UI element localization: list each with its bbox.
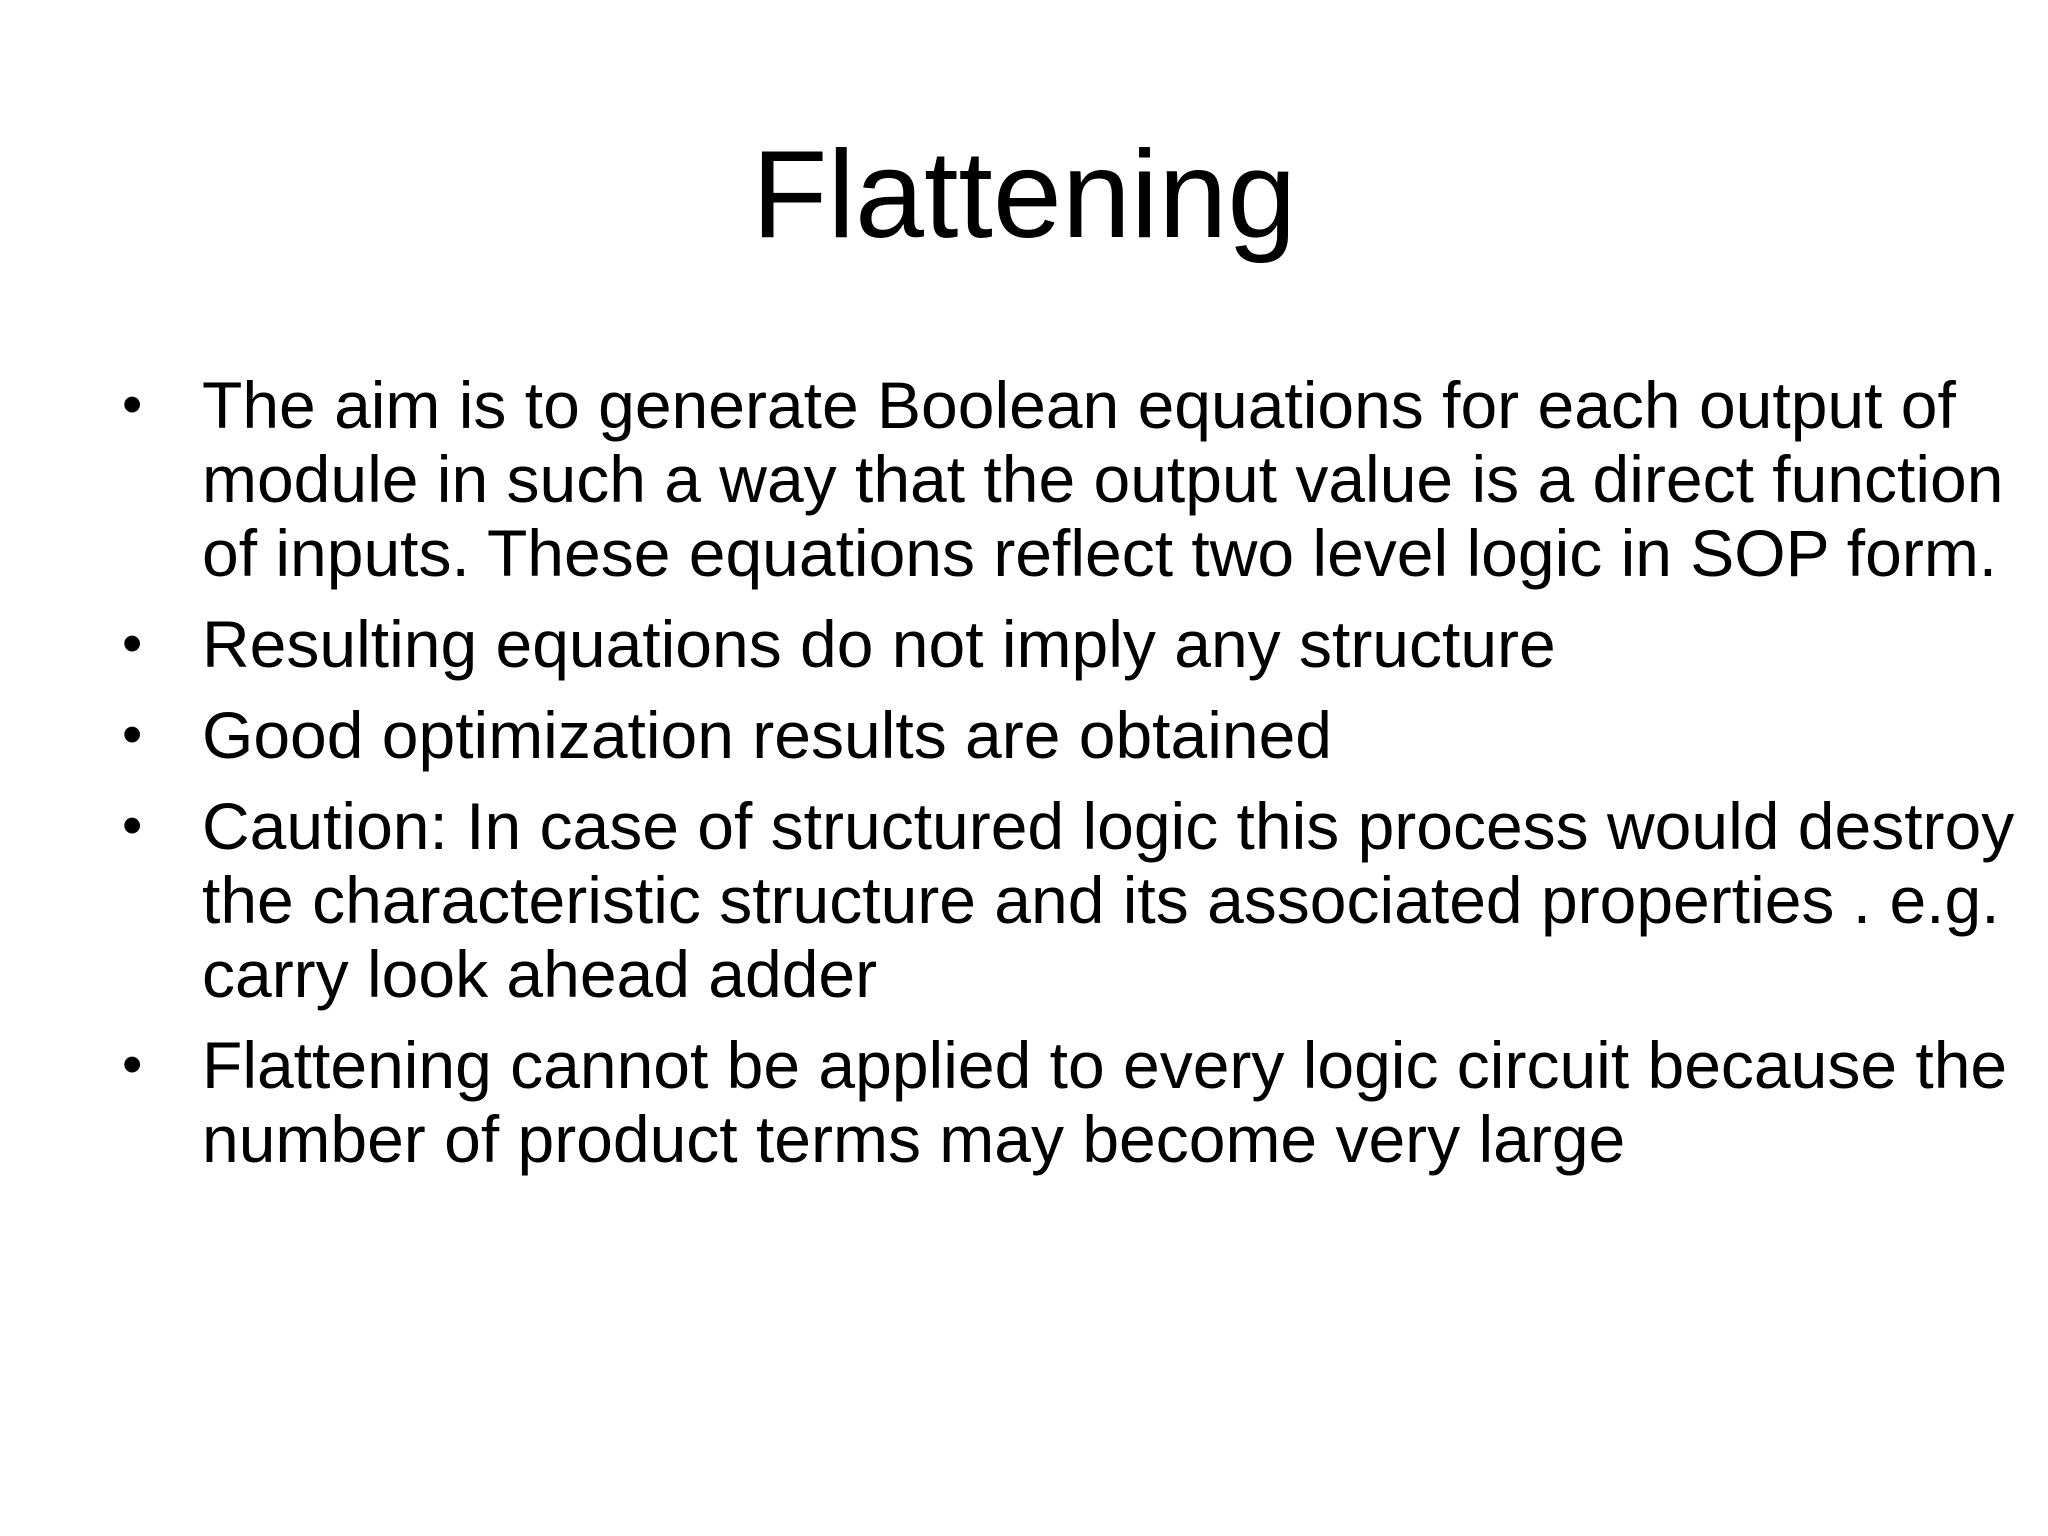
bullet-item xyxy=(122,789,2015,1011)
bullet-list xyxy=(122,368,2015,1193)
bullet-text: Resulting equations do not imply any structure xyxy=(202,607,1556,681)
bullet-text: Good optimization results are obtained xyxy=(202,698,1332,772)
bullet-item xyxy=(122,698,2002,772)
bullet-text: Flattening cannot be applied to every logic circuit because the number of product terms may become very large xyxy=(202,1028,2008,1176)
bullet-item xyxy=(122,607,2002,681)
slide-title: Flattening xyxy=(751,126,1297,264)
bullet-icon: • xyxy=(122,372,143,437)
bullet-icon: • xyxy=(122,611,143,676)
bullet-icon: • xyxy=(122,1032,143,1097)
bullet-icon: • xyxy=(122,793,143,858)
bullet-item xyxy=(122,368,2002,590)
bullet-text: The aim is to generate Boolean equations for each output of module in such a way that the output value is a direct function of inputs. These equations reflect two level logic in SOP form. xyxy=(202,368,2004,590)
bullet-text: Caution: In case of structured logic this process would destroy the characteristic structure and its associated properties . e.g. carry look ahead adder xyxy=(202,789,2015,1011)
bullet-icon: • xyxy=(122,702,143,767)
bullet-item xyxy=(122,1028,2008,1176)
